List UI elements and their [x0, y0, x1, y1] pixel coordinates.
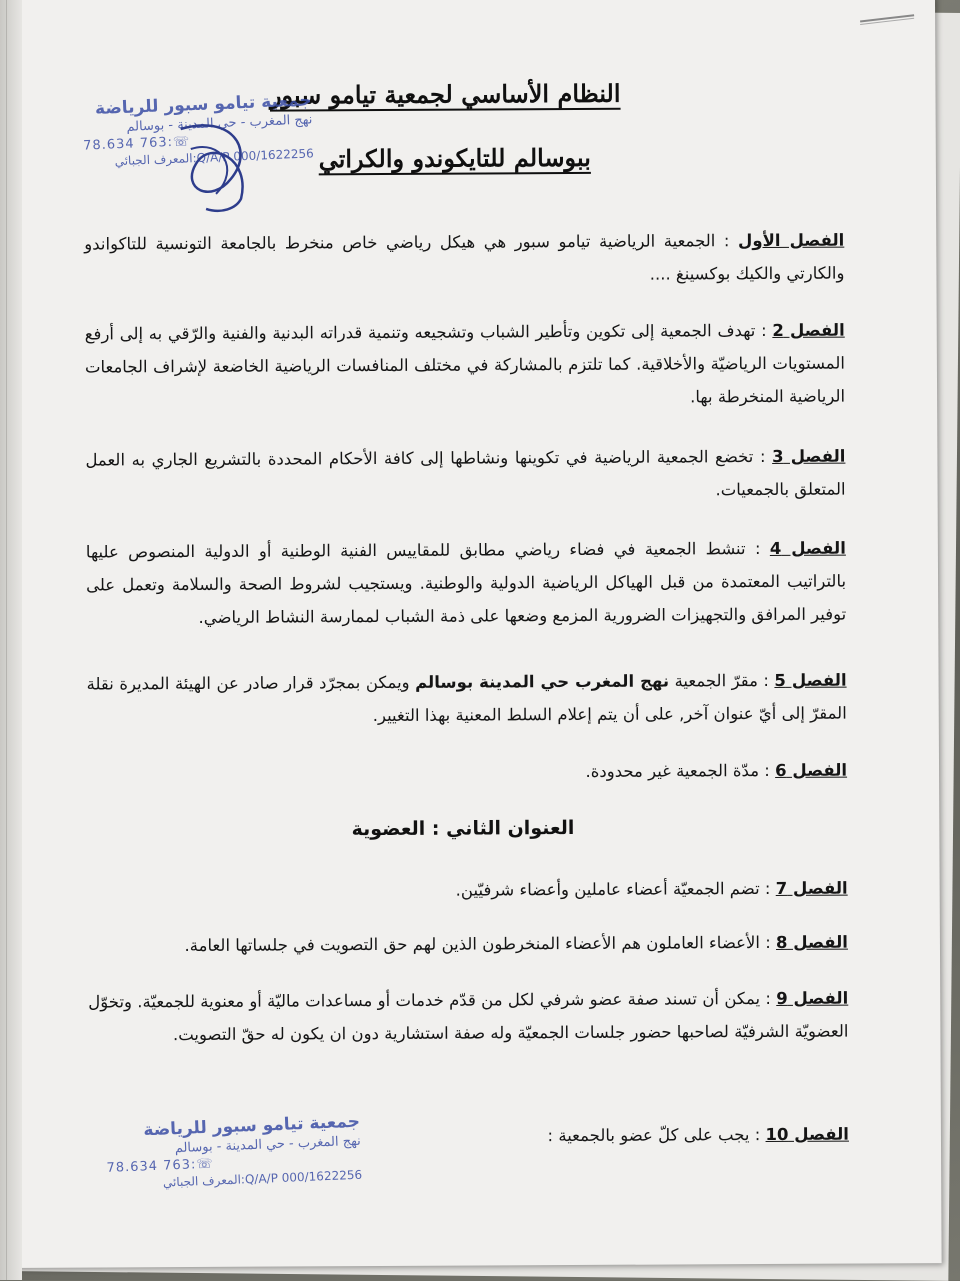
article-6: [87, 754, 847, 791]
article-5-address: نهج المغرب حي المدينة بوسالم: [415, 671, 670, 692]
stamp-address: نهج المغرب - حي المدينة - بوسالم: [126, 112, 313, 135]
article-4: [86, 532, 847, 635]
article-1-label: الفصل الأول: [737, 230, 845, 251]
stamp-id: 1622256/Q/A/P 000:المعرف الجبائي: [162, 1167, 363, 1190]
article-2: [85, 314, 846, 417]
article-9: [88, 982, 848, 1052]
article-3: [85, 440, 845, 510]
article-9-text: : يمكن أن تسند صفة عضو شرفي لكل من قدّم خدمات أو مساعدات ماليّة أو معنوية للجمعيّة. وتخوّل العضويّة الشرفيّة لصاحبها حضور جلسات الجمعيّة وله صفة استشارية دون ان يكون له حقّ التصويت.: [88, 988, 849, 1045]
stamp-address: نهج المغرب - حي المدينة - بوسالم: [174, 1133, 362, 1157]
signature-scribble: [161, 109, 272, 220]
article-8: [88, 926, 848, 963]
article-10-text: : يجب على كلّ عضو بالجمعية :: [547, 1125, 766, 1146]
article-5: [86, 664, 846, 734]
article-8-label: الفصل 8: [775, 932, 848, 952]
staple-icon: [858, 9, 918, 29]
article-5-label: الفصل 5: [774, 670, 847, 690]
article-10-label: الفصل 10: [765, 1124, 849, 1145]
article-4-label: الفصل 4: [769, 538, 846, 558]
article-6-label: الفصل 6: [775, 760, 848, 780]
stamp-name: جمعية تيامو سبور للرياضة: [143, 1111, 361, 1141]
article-2-text: : تهدف الجمعية إلى تكوين وتأطير الشباب وتشجيعه وتنمية قدراته البدنية والفنية والرّقي به إلى أرفع المستويات الرياضيّة والأخلاقية. كما تلتزم بالمشاركة في مختلف المنافسات الرياضية الخاضعة لإشراف الجامعات الرياضية المنخرطة بها.: [84, 320, 846, 407]
stamp-id: 1622256/Q/A/P 000:المعرف الجبائي: [114, 146, 314, 169]
article-4-text: : تنشط الجمعية في فضاء رياضي مطابق للمقاييس الفنية الوطنية أو الدولية المنصوص عليها بالتراتيب المعتمدة من قبل الهياكل الرياضية الدولية والوطنية. ويستجيب لشروط الصحة والسلامة وتعمل على توفير المرافق والتجهيزات الضرورية المزمع وضعها على ذمة الشباب لممارسة النشاط الرياضي.: [85, 538, 847, 627]
sheet-edge: [0, 0, 22, 1280]
article-9-label: الفصل 9: [776, 988, 849, 1008]
article-5-text: : مقرّ الجمعية: [669, 670, 775, 691]
association-stamp-bottom: [105, 1112, 363, 1192]
section-2-title: العنوان الثاني : العضوية: [351, 817, 575, 841]
stamp-name: جمعية تيامو سبور للرياضة: [94, 90, 312, 120]
article-8-text: : الأعضاء العاملون هم الأعضاء المنخرطون الذين لهم حق التصويت في جلساتها العامة.: [184, 932, 777, 956]
article-1-text: : الجمعية الرياضية تيامو سبور هي هيكل رياضي خاص منخرط بالجامعة التونسية للتاكواندو والكارتي والكيك بوكسينغ ....: [84, 231, 845, 284]
article-7-text: : تضم الجمعيّة أعضاء عاملين وأعضاء شرفيّين.: [455, 878, 776, 900]
document-subtitle: ببوسالم للتايكوندو والكراتي: [318, 142, 591, 174]
article-5-text-2: ويمكن بمجرّد قرار صادر عن الهيئة المديرة نقلة المقرّ إلى أيّ عنوان آخر, على أن يتم إعلام السلط المعنية بهذا التغيير.: [86, 672, 847, 726]
stamp-phone: 78.634 763:☏: [82, 134, 191, 154]
article-1: [84, 224, 844, 294]
article-7-label: الفصل 7: [775, 878, 848, 898]
sheet-edge-line: [6, 0, 7, 1280]
article-6-text: : مدّة الجمعية غير محدودة.: [585, 760, 776, 781]
article-7: [88, 872, 848, 909]
stamp-phone: 78.634 763:☏: [106, 1156, 214, 1176]
article-2-label: الفصل 2: [772, 320, 845, 340]
document-title: النظام الأساسي لجمعية تيامو سبور: [269, 78, 621, 110]
article-3-label: الفصل 3: [772, 446, 846, 466]
article-3-text: : تخضع الجمعية الرياضية في تكوينها ونشاطها إلى كافة الأحكام المحددة بالتشريع الجاري به العمل المتعلق بالجمعيات.: [85, 446, 846, 500]
